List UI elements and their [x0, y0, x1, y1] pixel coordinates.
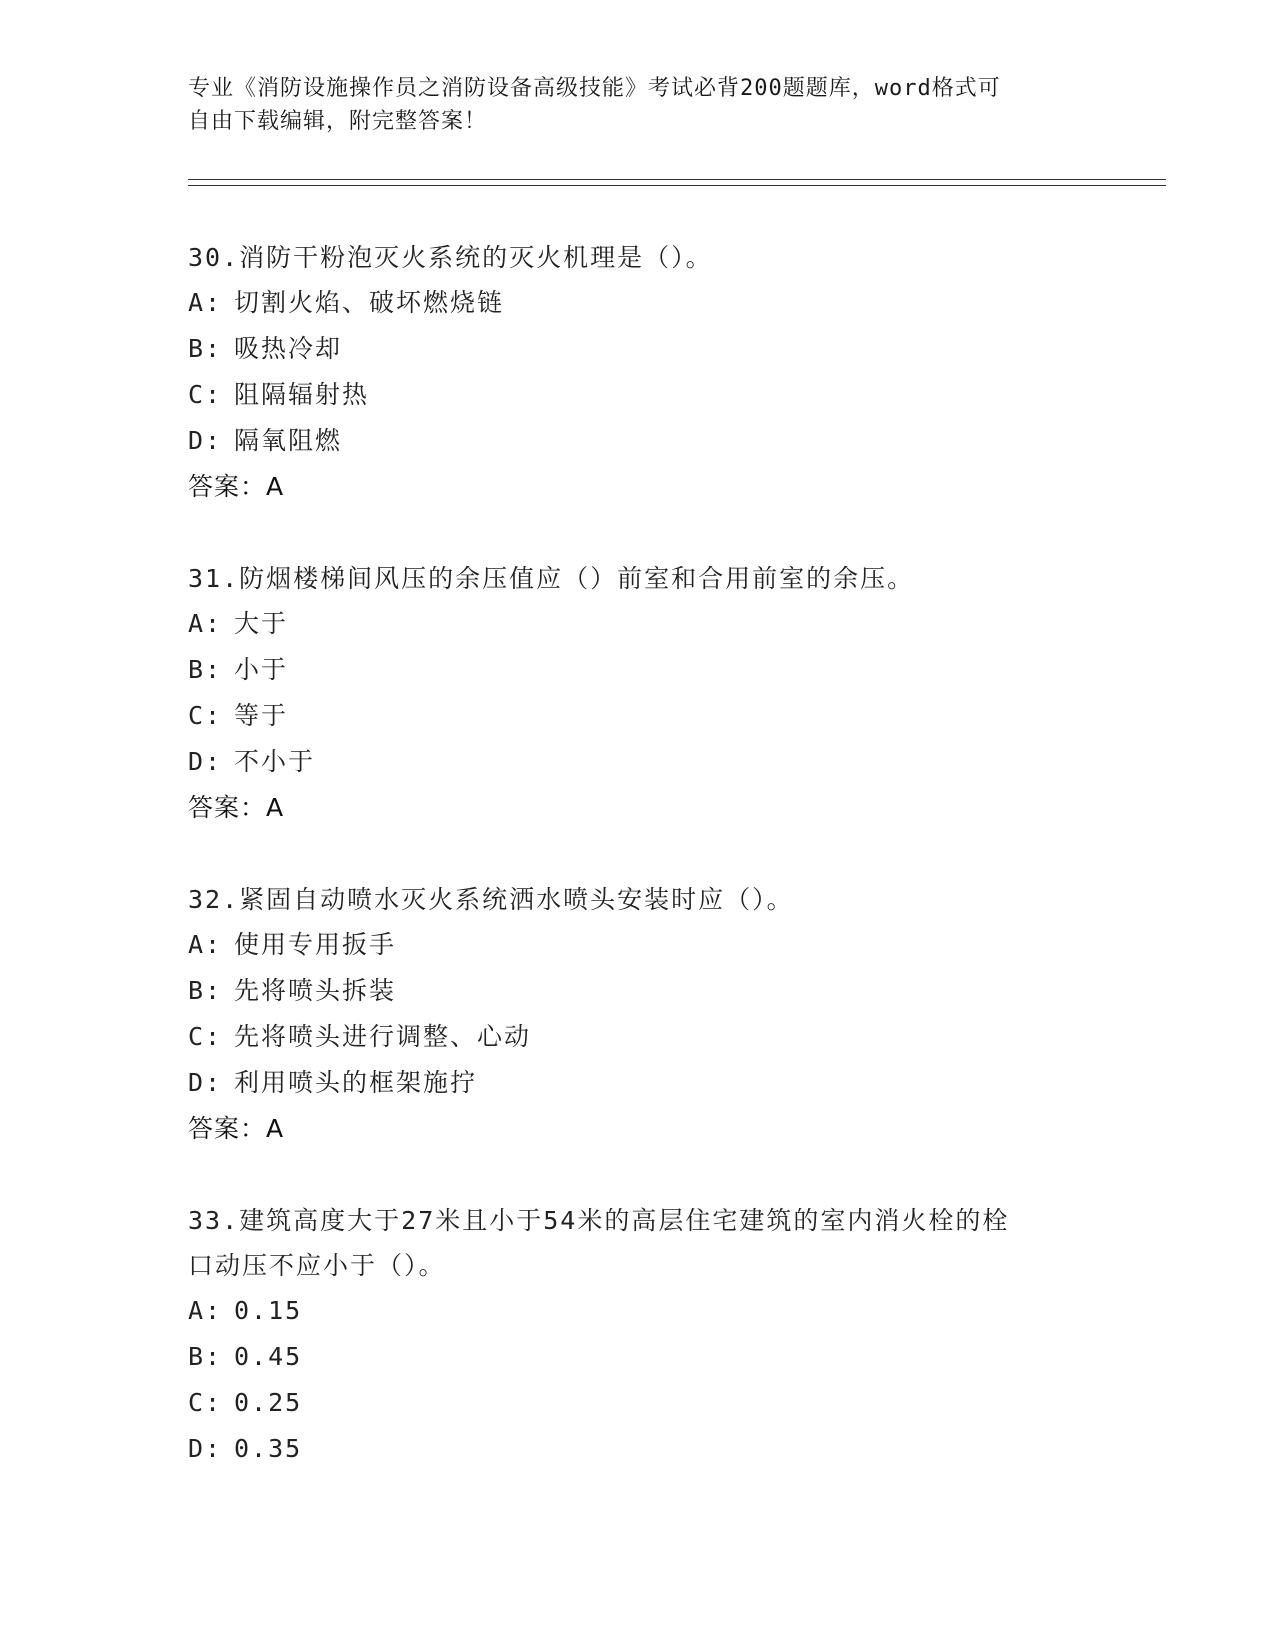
question-31	[188, 556, 1088, 831]
question-30	[188, 235, 1088, 510]
option-d	[188, 1060, 1088, 1106]
question-stem-line-1: 33.建筑高度大于27米且小于54米的高层住宅建筑的室内消火栓的栓	[188, 1206, 1010, 1235]
option-text: 吸热冷却	[234, 334, 343, 363]
header-divider-bottom	[188, 185, 1166, 186]
option-text: 切割火焰、破坏燃烧链	[234, 288, 505, 317]
option-c	[188, 1014, 1088, 1060]
option-letter: D:	[188, 426, 223, 455]
option-a	[188, 601, 1088, 647]
option-text: 先将喷头拆装	[234, 976, 397, 1005]
option-letter: C:	[188, 1388, 223, 1417]
option-letter: B:	[188, 1342, 223, 1371]
option-letter: C:	[188, 701, 223, 730]
option-d	[188, 1426, 1088, 1472]
option-b	[188, 647, 1088, 693]
question-stem: 32.紧固自动喷水灭火系统洒水喷头安装时应（）。	[188, 885, 794, 914]
answer-line: 答案：A	[188, 1114, 285, 1143]
document-header	[188, 72, 1088, 138]
option-b	[188, 968, 1088, 1014]
option-text: 0.45	[234, 1342, 303, 1371]
question-stem: 30.消防干粉泡灭火系统的灭火机理是（）。	[188, 243, 713, 272]
option-text: 阻隔辐射热	[234, 380, 370, 409]
option-b	[188, 326, 1088, 372]
option-text: 0.25	[234, 1388, 303, 1417]
option-text: 隔氧阻燃	[234, 426, 343, 455]
option-letter: D:	[188, 1434, 223, 1463]
option-letter: D:	[188, 1068, 223, 1097]
option-letter: B:	[188, 655, 223, 684]
option-text: 大于	[234, 609, 289, 638]
option-letter: A:	[188, 930, 223, 959]
option-a	[188, 922, 1088, 968]
answer-line: 答案：A	[188, 793, 285, 822]
option-text: 不小于	[234, 747, 316, 776]
option-text: 先将喷头进行调整、心动	[234, 1022, 532, 1051]
option-c	[188, 693, 1088, 739]
option-letter: A:	[188, 288, 223, 317]
question-stem: 31.防烟楼梯间风压的余压值应（）前室和合用前室的余压。	[188, 564, 915, 593]
option-c	[188, 1380, 1088, 1426]
question-32	[188, 877, 1088, 1152]
option-b	[188, 1334, 1088, 1380]
option-letter: A:	[188, 609, 223, 638]
option-text: 小于	[234, 655, 289, 684]
option-d	[188, 418, 1088, 464]
option-text: 等于	[234, 701, 289, 730]
option-text: 利用喷头的框架施拧	[234, 1068, 478, 1097]
header-divider-top	[188, 179, 1166, 180]
header-line-1: 专业《消防设施操作员之消防设备高级技能》考试必背200题题库，word格式可	[188, 76, 1001, 101]
option-letter: A:	[188, 1296, 223, 1325]
option-letter: D:	[188, 747, 223, 776]
option-a	[188, 280, 1088, 326]
option-letter: B:	[188, 976, 223, 1005]
option-letter: B:	[188, 334, 223, 363]
option-text: 使用专用扳手	[234, 930, 397, 959]
option-c	[188, 372, 1088, 418]
answer-line: 答案：A	[188, 472, 285, 501]
header-line-2: 自由下载编辑，附完整答案！	[188, 109, 488, 134]
option-letter: C:	[188, 380, 223, 409]
option-d	[188, 739, 1088, 785]
question-stem	[188, 1198, 1088, 1288]
option-a	[188, 1288, 1088, 1334]
option-text: 0.15	[234, 1296, 303, 1325]
question-33	[188, 1198, 1088, 1472]
option-text: 0.35	[234, 1434, 303, 1463]
option-letter: C:	[188, 1022, 223, 1051]
question-stem-line-2: 口动压不应小于（）。	[188, 1251, 446, 1280]
